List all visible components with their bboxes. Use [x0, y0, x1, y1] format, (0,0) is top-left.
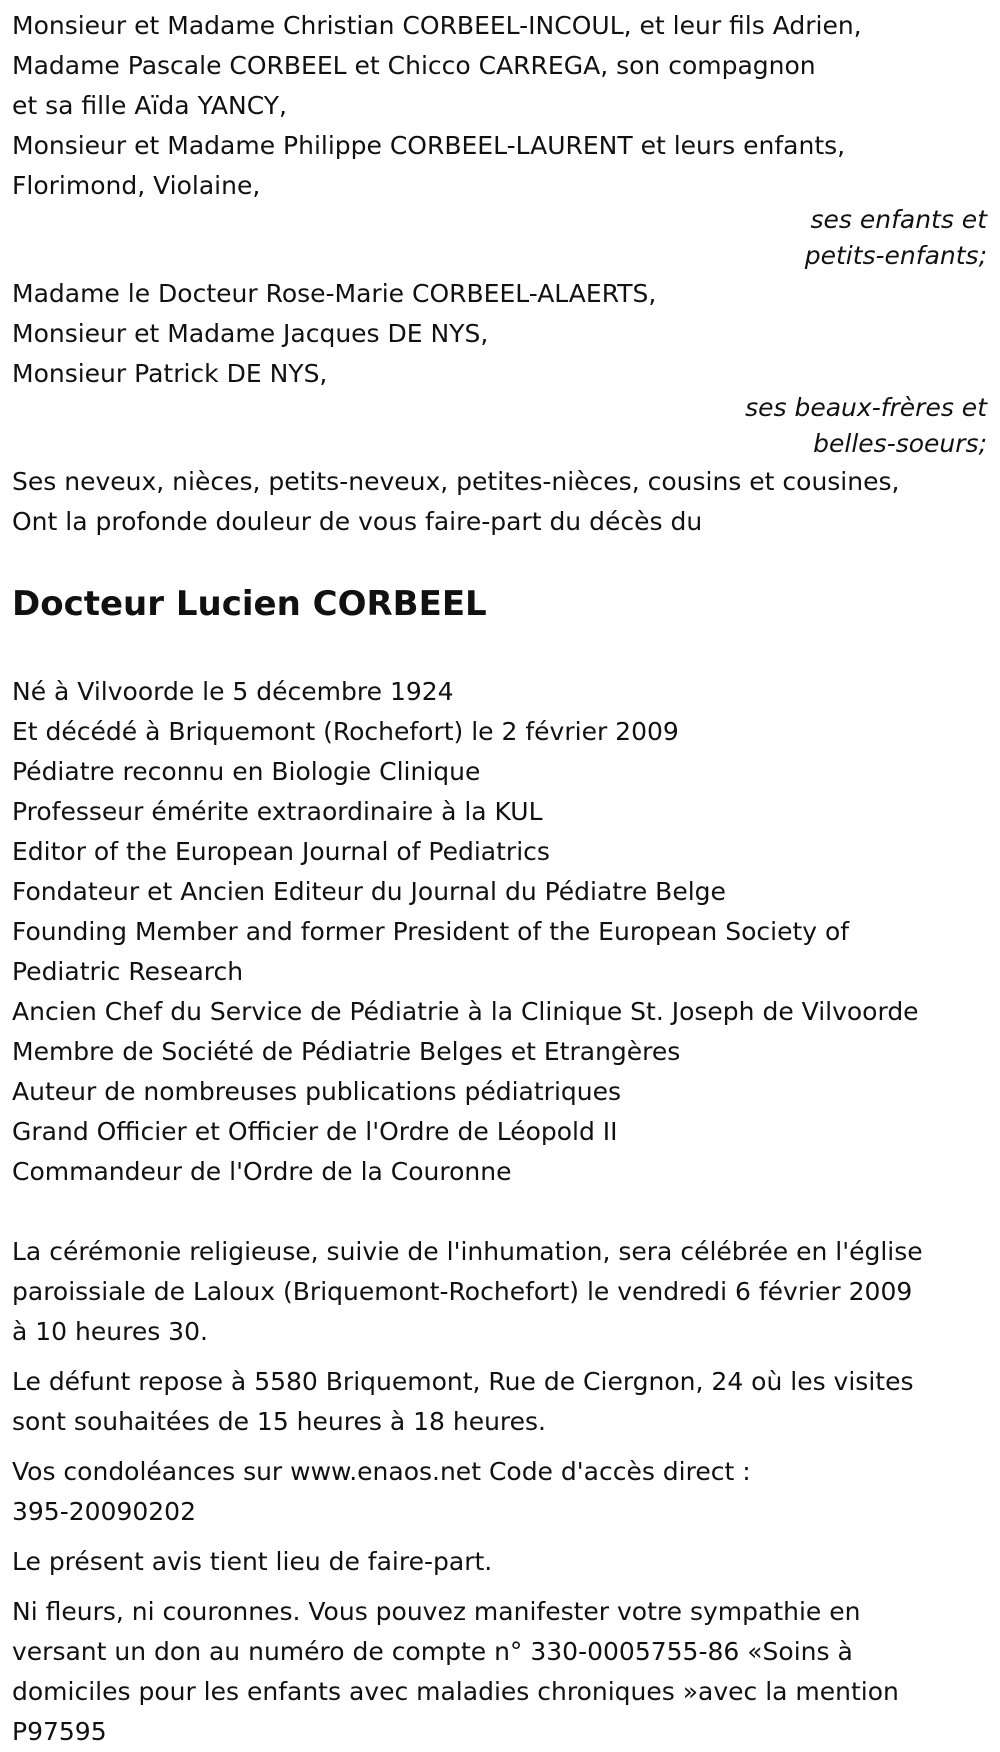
biography-line: Né à Vilvoorde le 5 décembre 1924	[12, 677, 454, 706]
visitation-line: Le défunt repose à 5580 Briquemont, Rue de Ciergnon, 24 où les visites	[12, 1367, 914, 1396]
ceremony-paragraph	[12, 1232, 987, 1352]
biography-line: Founding Member and former President of the European Society of	[12, 917, 850, 946]
notice-line: Le présent avis tient lieu de faire-part.	[12, 1547, 493, 1576]
biography-line: Fondateur et Ancien Editeur du Journal du Pédiatre Belge	[12, 877, 726, 906]
family-group-extended	[12, 462, 987, 542]
biography-section	[12, 672, 987, 1192]
biography-line: Pédiatre reconnu en Biologie Clinique	[12, 757, 481, 786]
condolences-line: Vos condoléances sur www.enaos.net Code d'accès direct :	[12, 1457, 751, 1486]
access-code: 395-20090202	[12, 1497, 196, 1526]
ceremony-line: à 10 heures 30.	[12, 1317, 208, 1346]
relation-line: ses enfants et	[810, 205, 987, 234]
spacer	[12, 1192, 1000, 1232]
family-group-children	[12, 6, 987, 206]
family-line: Florimond, Violaine,	[12, 171, 261, 200]
relation-label-in-laws	[12, 390, 987, 462]
ceremony-line: paroissiale de Laloux (Briquemont-Rochefort) le vendredi 6 février 2009	[12, 1277, 913, 1306]
family-line: Ses neveux, nièces, petits-neveux, petites-nièces, cousins et cousines,	[12, 467, 900, 496]
family-group-in-laws	[12, 274, 987, 394]
biography-line: Ancien Chef du Service de Pédiatrie à la Clinique St. Joseph de Vilvoorde	[12, 997, 919, 1026]
relation-label-children	[12, 202, 987, 274]
condolences-paragraph	[12, 1452, 987, 1532]
donation-line: versant un don au numéro de compte n° 330-0005755-86 «Soins à	[12, 1637, 853, 1666]
donation-paragraph	[12, 1592, 987, 1752]
donation-line: domiciles pour les enfants avec maladies chroniques »avec la mention	[12, 1677, 899, 1706]
biography-line: Editor of the European Journal of Pediatrics	[12, 837, 550, 866]
family-line: Ont la profonde douleur de vous faire-part du décès du	[12, 507, 703, 536]
biography-line: Auteur de nombreuses publications pédiatriques	[12, 1077, 622, 1106]
family-line: Madame Pascale CORBEEL et Chicco CARREGA, son compagnon	[12, 51, 816, 80]
family-line: Monsieur et Madame Christian CORBEEL-INCOUL, et leur fils Adrien,	[12, 11, 862, 40]
biography-line: Membre de Société de Pédiatrie Belges et Etrangères	[12, 1037, 681, 1066]
relation-line: ses beaux-frères et	[745, 393, 987, 422]
donation-line: P97595	[12, 1717, 107, 1746]
visitation-line: sont souhaitées de 15 heures à 18 heures.	[12, 1407, 547, 1436]
family-section	[12, 6, 987, 542]
family-line: Monsieur et Madame Jacques DE NYS,	[12, 319, 489, 348]
notice-paragraph	[12, 1542, 987, 1582]
biography-line: Professeur émérite extraordinaire à la KUL	[12, 797, 543, 826]
family-line: Madame le Docteur Rose-Marie CORBEEL-ALAERTS,	[12, 279, 657, 308]
family-line: Monsieur et Madame Philippe CORBEEL-LAURENT et leurs enfants,	[12, 131, 846, 160]
deceased-name: Docteur Lucien CORBEEL	[12, 584, 487, 624]
biography-line: Commandeur de l'Ordre de la Couronne	[12, 1157, 512, 1186]
relation-line: belles-soeurs;	[813, 429, 987, 458]
ceremony-line: La cérémonie religieuse, suivie de l'inhumation, sera célébrée en l'église	[12, 1237, 923, 1266]
visitation-paragraph	[12, 1362, 987, 1442]
donation-line: Ni fleurs, ni couronnes. Vous pouvez manifester votre sympathie en	[12, 1597, 861, 1626]
biography-line: Grand Officier et Officier de l'Ordre de Léopold II	[12, 1117, 618, 1146]
family-line: et sa fille Aïda YANCY,	[12, 91, 287, 120]
relation-line: petits-enfants;	[804, 241, 987, 270]
biography-line: Et décédé à Briquemont (Rochefort) le 2 février 2009	[12, 717, 679, 746]
family-line: Monsieur Patrick DE NYS,	[12, 359, 328, 388]
biography-line: Pediatric Research	[12, 957, 244, 986]
